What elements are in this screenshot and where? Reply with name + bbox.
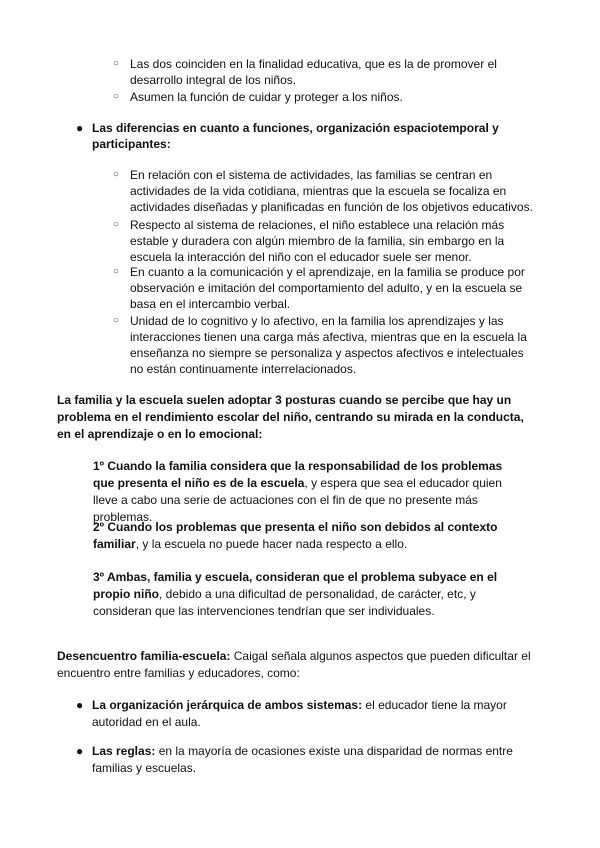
list-item: Unidad de lo cognitivo y lo afectivo, en la familia los aprendizajes y las interacciones tienen una carga más afectiva, mientras que en la escuela la enseñanza no siempre se personaliza y aspectos afectivos e intelectuales no están continuamente interrelacionados.: [130, 314, 527, 376]
list-item: En cuanto a la comunicación y el aprendizaje, en la familia se produce por observación e imitación del comportamiento del adulto, y en la escuela se basa en el intercambio verbal.: [130, 265, 525, 311]
list-item: [92, 697, 528, 731]
hollow-bullet-icon: ○: [113, 58, 120, 69]
list-item: En relación con el sistema de actividades, las familias se centran en actividades de la vida cotidiana, mientras que la escuela se focaliza en actividades diseñadas y planificadas en función de los objetivos educativos.: [130, 168, 533, 214]
posture-title: 1º Cuando la familia considera que la responsabilidad de los problemas que presenta el niño es de la escuela: [93, 459, 503, 490]
desencuentro-text: Caigal señala algunos aspectos que pueden dificultar el encuentro entre familias y educadores, como:: [57, 649, 531, 680]
posture-item: [93, 519, 523, 553]
postures-intro: La familia y la escuela suelen adoptar 3 posturas cuando se percibe que hay un problema en el rendimiento escolar del niño, centrando su mirada en la conducta, en el aprendizaje o en lo emocional:: [57, 393, 524, 441]
posture-title: 3º Ambas, familia y escuela, consideran que el problema subyace en el propio niño: [93, 570, 498, 601]
posture-item: [93, 458, 523, 526]
list-item: [92, 743, 528, 777]
hollow-bullet-icon: ○: [113, 219, 120, 230]
list-item: Asumen la función de cuidar y proteger a los niños.: [130, 90, 403, 104]
hollow-bullet-icon: ○: [113, 91, 120, 102]
bullet-icon: ●: [76, 698, 84, 712]
posture-text: , debido a una dificultad de personalidad, de carácter, etc, y consideran que las intervenciones tendrían que ser individuales.: [93, 587, 476, 618]
list-item-title: La organización jerárquica de ambos sistemas:: [92, 698, 363, 712]
list-item-text: el educador tiene la mayor autoridad en el aula.: [92, 698, 507, 729]
desencuentro-paragraph: [57, 648, 539, 682]
posture-title: 2º Cuando los problemas que presenta el niño son debidos al contexto familiar: [93, 520, 498, 551]
posture-text: , y la escuela no puede hacer nada respecto a ello.: [135, 537, 408, 551]
list-item-title: Las reglas:: [92, 744, 156, 758]
hollow-bullet-icon: ○: [113, 315, 120, 326]
section-heading: Las diferencias en cuanto a funciones, organización espaciotemporal y participantes:: [92, 121, 499, 151]
hollow-bullet-icon: ○: [113, 169, 120, 180]
posture-item: [93, 569, 523, 620]
posture-text: , y espera que sea el educador quien lleve a cabo una serie de actuaciones con el fin de que no presente más problemas.: [93, 476, 502, 524]
list-item-text: en la mayoría de ocasiones existe una disparidad de normas entre familias y escuelas.: [92, 744, 513, 775]
hollow-bullet-icon: ○: [113, 266, 120, 277]
list-item: Las dos coinciden en la finalidad educativa, que es la de promover el desarrollo integral de los niños.: [130, 57, 497, 87]
list-item: Respecto al sistema de relaciones, el niño establece una relación más estable y duradera con algún miembro de la familia, sin embargo en la escuela la interacción del niño con el educador suele ser menor.: [130, 218, 505, 264]
bullet-icon: ●: [76, 744, 84, 758]
desencuentro-title: Desencuentro familia-escuela:: [57, 649, 231, 663]
bullet-icon: ●: [76, 121, 84, 135]
